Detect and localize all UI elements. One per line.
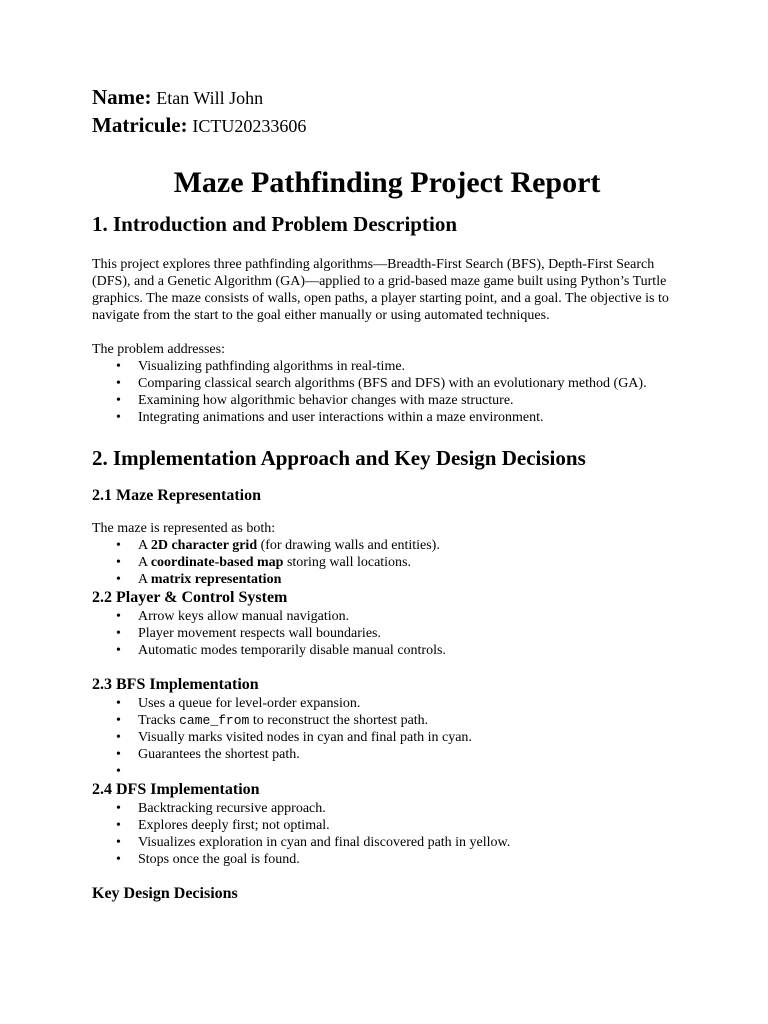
subsection-2-3-heading: 2.3 BFS Implementation: [92, 676, 259, 693]
matricule-value: ICTU20233606: [192, 116, 307, 136]
controls-list: [92, 608, 682, 659]
list-item: • Visualizing pathfinding algorithms in real-time.: [138, 358, 682, 375]
matricule-label: Matricule:: [92, 113, 188, 137]
dfs-list: [92, 800, 682, 868]
empty-list-item: [138, 763, 682, 780]
list-item: • Integrating animations and user interactions within a maze environment.: [138, 409, 682, 426]
list-item: • Visually marks visited nodes in cyan and final path in cyan.: [138, 729, 682, 746]
maze-rep-intro: The maze is represented as both:: [92, 521, 276, 536]
key-design-heading: Key Design Decisions: [92, 885, 238, 902]
subsection-2-2-heading: 2.2 Player & Control System: [92, 589, 288, 606]
name-label: Name:: [92, 85, 152, 109]
name-value: Etan Will John: [156, 88, 264, 108]
list-item: • Automatic modes temporarily disable manual controls.: [138, 642, 682, 659]
list-item: • Examining how algorithmic behavior changes with maze structure.: [138, 392, 682, 409]
report-title: Maze Pathfinding Project Report: [173, 166, 601, 199]
list-item: • Tracks came_from to reconstruct the shortest path.: [138, 712, 682, 729]
name-line: [92, 84, 682, 112]
intro-paragraph: This project explores three pathfinding algorithms—Breadth-First Search (BFS), Depth-First Search (DFS), and a Genetic Algorithm (GA)—applied to a grid-based maze game built using Python’s Turtle graphics. The maze consists of walls, open paths, a player starting point, and a goal. The objective is to navigate from the start to the goal either manually or using automated techniques.: [92, 257, 669, 323]
list-item: • Stops once the goal is found.: [138, 851, 682, 868]
problem-intro: The problem addresses:: [92, 342, 225, 357]
list-item: • Explores deeply first; not optimal.: [138, 817, 682, 834]
list-item: • Uses a queue for level-order expansion.: [138, 695, 682, 712]
list-item: • Guarantees the shortest path.: [138, 746, 682, 763]
list-item: • A coordinate-based map storing wall locations.: [138, 554, 682, 571]
list-item: • A 2D character grid (for drawing walls and entities).: [138, 537, 682, 554]
bfs-list: [92, 695, 682, 780]
list-item: • Arrow keys allow manual navigation.: [138, 608, 682, 625]
section-1-heading: 1. Introduction and Problem Description: [92, 212, 457, 236]
subsection-2-4-heading: 2.4 DFS Implementation: [92, 781, 260, 798]
list-item: • Visualizes exploration in cyan and final discovered path in yellow.: [138, 834, 682, 851]
matricule-line: [92, 112, 682, 140]
list-item: • Backtracking recursive approach.: [138, 800, 682, 817]
subsection-2-1-heading: 2.1 Maze Representation: [92, 487, 261, 504]
list-item: • A matrix representation: [138, 571, 682, 588]
document-page: [92, 84, 682, 904]
list-item: • Player movement respects wall boundaries.: [138, 625, 682, 642]
list-item: • Comparing classical search algorithms (BFS and DFS) with an evolutionary method (GA).: [138, 375, 682, 392]
problem-list: [92, 358, 682, 426]
section-2-heading: 2. Implementation Approach and Key Design Decisions: [92, 446, 586, 470]
maze-rep-list: [92, 537, 682, 588]
